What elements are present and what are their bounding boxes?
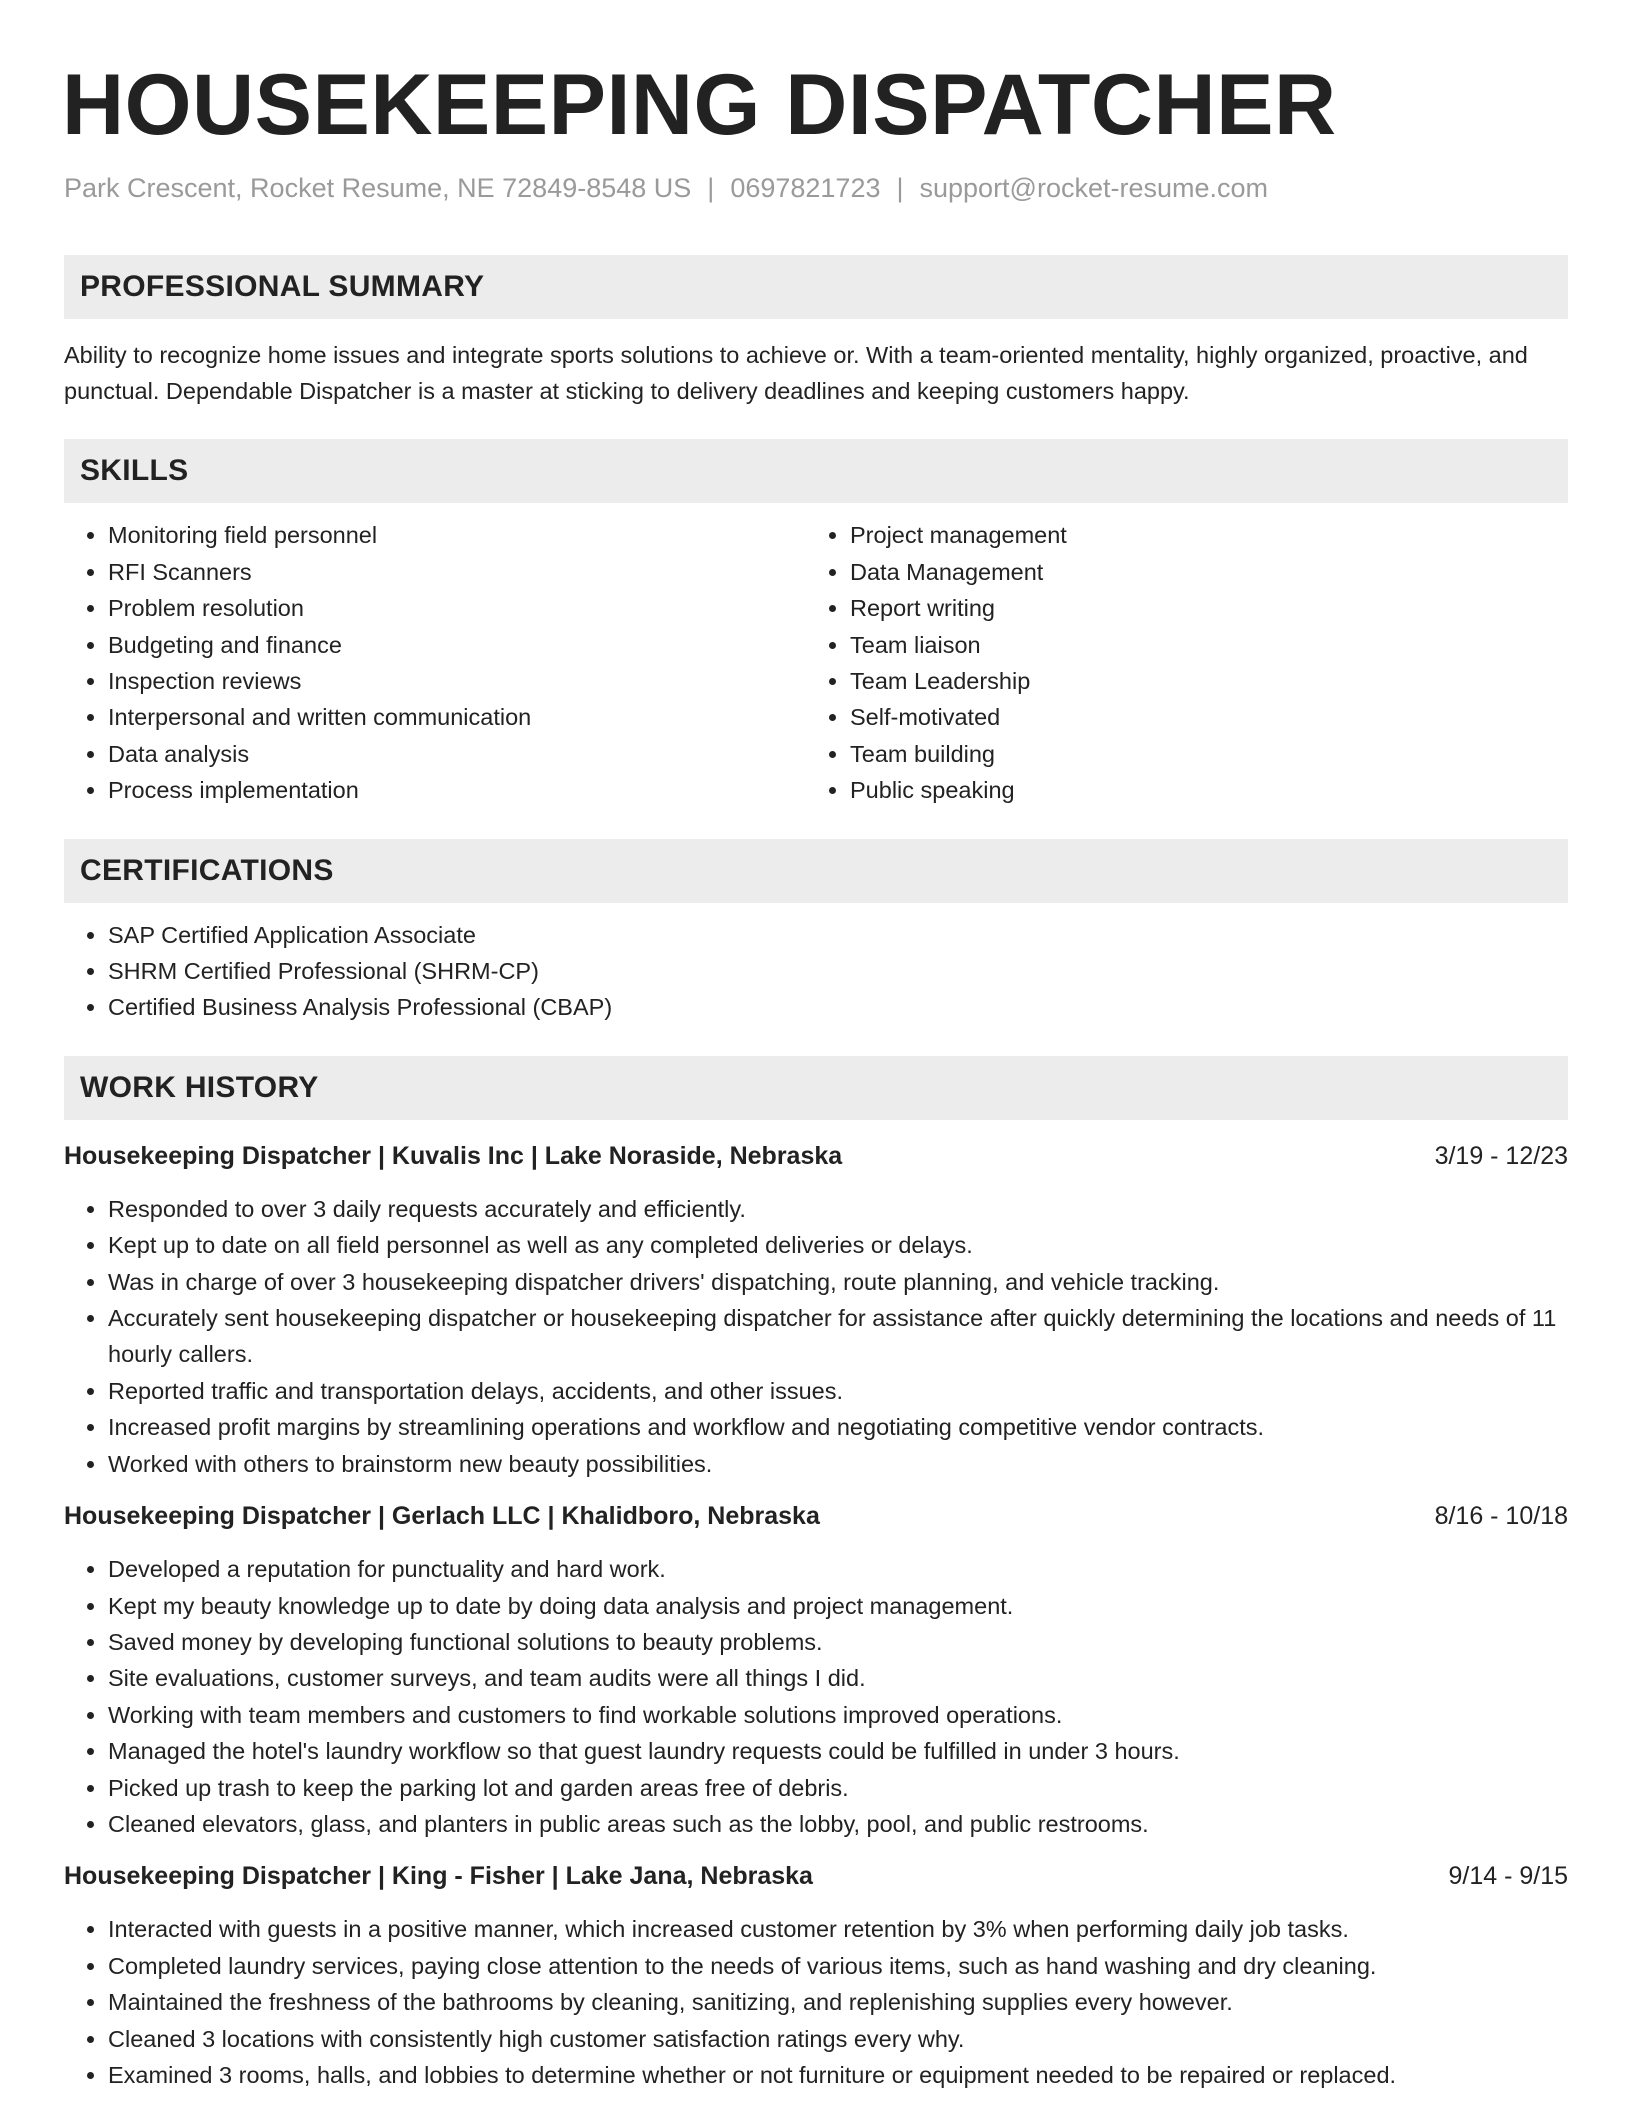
certifications-heading: CERTIFICATIONS — [64, 839, 1568, 903]
skill-item: • Report writing — [850, 590, 1548, 626]
job-entry-3 — [64, 1858, 1568, 2093]
job-bullet: • Increased profit margins by streamlining operations and workflow and negotiating competitive vendor contracts. — [108, 1409, 1568, 1445]
job-bullet: • Accurately sent housekeeping dispatcher or housekeeping dispatcher for assistance after quickly determining the locations and needs of 11 hourly callers. — [108, 1300, 1568, 1373]
skill-item: • Project management — [850, 517, 1548, 553]
skill-item: • Public speaking — [850, 772, 1548, 808]
skill-item: • Data Management — [850, 554, 1548, 590]
skill-item: • Self-motivated — [850, 699, 1548, 735]
job-bullets — [64, 1191, 1568, 1482]
skills-grid — [64, 517, 1568, 808]
skill-item: • Team liaison — [850, 627, 1548, 663]
job-bullet: • Cleaned 3 locations with consistently high customer satisfaction ratings every why. — [108, 2021, 1568, 2057]
skills-column-right — [806, 517, 1548, 808]
skills-column-left — [64, 517, 806, 808]
job-bullets — [64, 1911, 1568, 2093]
job-bullet: • Saved money by developing functional solutions to beauty problems. — [108, 1624, 1568, 1660]
job-entry-2 — [64, 1498, 1568, 1842]
certifications-list — [64, 917, 1568, 1026]
job-bullet: • Developed a reputation for punctuality and hard work. — [108, 1551, 1568, 1587]
skill-item: • Team Leadership — [850, 663, 1548, 699]
job-dates: 9/14 - 9/15 — [1448, 1862, 1568, 1891]
job-dates: 8/16 - 10/18 — [1434, 1502, 1568, 1531]
contact-address: Park Crescent, Rocket Resume, NE 72849-8548 US — [64, 173, 692, 203]
job-bullet: • Kept up to date on all field personnel as well as any completed deliveries or delays. — [108, 1227, 1568, 1263]
job-header — [64, 1498, 1568, 1534]
job-bullet: • Responded to over 3 daily requests accurately and efficiently. — [108, 1191, 1568, 1227]
job-bullet: • Managed the hotel's laundry workflow so that guest laundry requests could be fulfilled in under 3 hours. — [108, 1733, 1568, 1769]
candidate-name: HOUSEKEEPING DISPATCHER — [62, 57, 1337, 153]
summary-text: Ability to recognize home issues and integrate sports solutions to achieve or. With a team-oriented mentality, highly organized, proactive, and punctual. Dependable Dispatcher is a master at sticking to delivery deadlines and keeping customers happy. — [64, 342, 1528, 405]
summary-heading: PROFESSIONAL SUMMARY — [64, 255, 1568, 319]
job-bullet: • Was in charge of over 3 housekeeping dispatcher drivers' dispatching, route planning, and vehicle tracking. — [108, 1264, 1568, 1300]
job-bullets — [64, 1551, 1568, 1842]
job-title: Housekeeping Dispatcher | Kuvalis Inc | Lake Noraside, Nebraska — [64, 1141, 843, 1170]
skill-item: • Problem resolution — [108, 590, 806, 626]
contact-email: support@rocket-resume.com — [919, 173, 1269, 203]
job-bullet: • Cleaned elevators, glass, and planters in public areas such as the lobby, pool, and public restrooms. — [108, 1806, 1568, 1842]
skill-item: • Team building — [850, 736, 1548, 772]
job-title: Housekeeping Dispatcher | King - Fisher | Lake Jana, Nebraska — [64, 1862, 813, 1891]
job-bullet: • Kept my beauty knowledge up to date by doing data analysis and project management. — [108, 1588, 1568, 1624]
job-bullet: • Picked up trash to keep the parking lot and garden areas free of debris. — [108, 1770, 1568, 1806]
job-bullet: • Completed laundry services, paying close attention to the needs of various items, such as hand washing and dry cleaning. — [108, 1948, 1568, 1984]
job-bullet: • Worked with others to brainstorm new beauty possibilities. — [108, 1446, 1568, 1482]
job-bullet: • Working with team members and customers to find workable solutions improved operations. — [108, 1697, 1568, 1733]
skill-item: • Inspection reviews — [108, 663, 806, 699]
skill-item: • Process implementation — [108, 772, 806, 808]
contact-phone: 0697821723 — [730, 173, 881, 203]
job-title: Housekeeping Dispatcher | Gerlach LLC | Khalidboro, Nebraska — [64, 1502, 820, 1531]
skill-item: • RFI Scanners — [108, 554, 806, 590]
skill-item: • Data analysis — [108, 736, 806, 772]
skill-item: • Interpersonal and written communication — [108, 699, 806, 735]
skills-heading: SKILLS — [64, 439, 1568, 503]
contact-separator: | — [707, 173, 715, 203]
certification-item: • SAP Certified Application Associate — [108, 917, 1568, 953]
job-bullet: • Examined 3 rooms, halls, and lobbies to determine whether or not furniture or equipment needed to be repaired or replaced. — [108, 2057, 1568, 2093]
contact-line — [64, 172, 1568, 204]
contact-separator: | — [896, 173, 904, 203]
job-header — [64, 1858, 1568, 1894]
job-header — [64, 1138, 1568, 1174]
job-bullet: • Maintained the freshness of the bathrooms by cleaning, sanitizing, and replenishing supplies every however. — [108, 1984, 1568, 2020]
job-bullet: • Interacted with guests in a positive manner, which increased customer retention by 3% when performing daily job tasks. — [108, 1911, 1568, 1947]
certification-item: • Certified Business Analysis Professional (CBAP) — [108, 989, 1568, 1025]
skills-list-left — [64, 517, 806, 808]
work-history-heading: WORK HISTORY — [64, 1056, 1568, 1120]
job-bullet: • Site evaluations, customer surveys, and team audits were all things I did. — [108, 1660, 1568, 1696]
job-entry-1 — [64, 1138, 1568, 1482]
job-bullet: • Reported traffic and transportation delays, accidents, and other issues. — [108, 1373, 1568, 1409]
skill-item: • Budgeting and finance — [108, 627, 806, 663]
skill-item: • Monitoring field personnel — [108, 517, 806, 553]
job-dates: 3/19 - 12/23 — [1434, 1141, 1568, 1170]
skills-list-right — [806, 517, 1548, 808]
certification-item: • SHRM Certified Professional (SHRM-CP) — [108, 953, 1568, 989]
